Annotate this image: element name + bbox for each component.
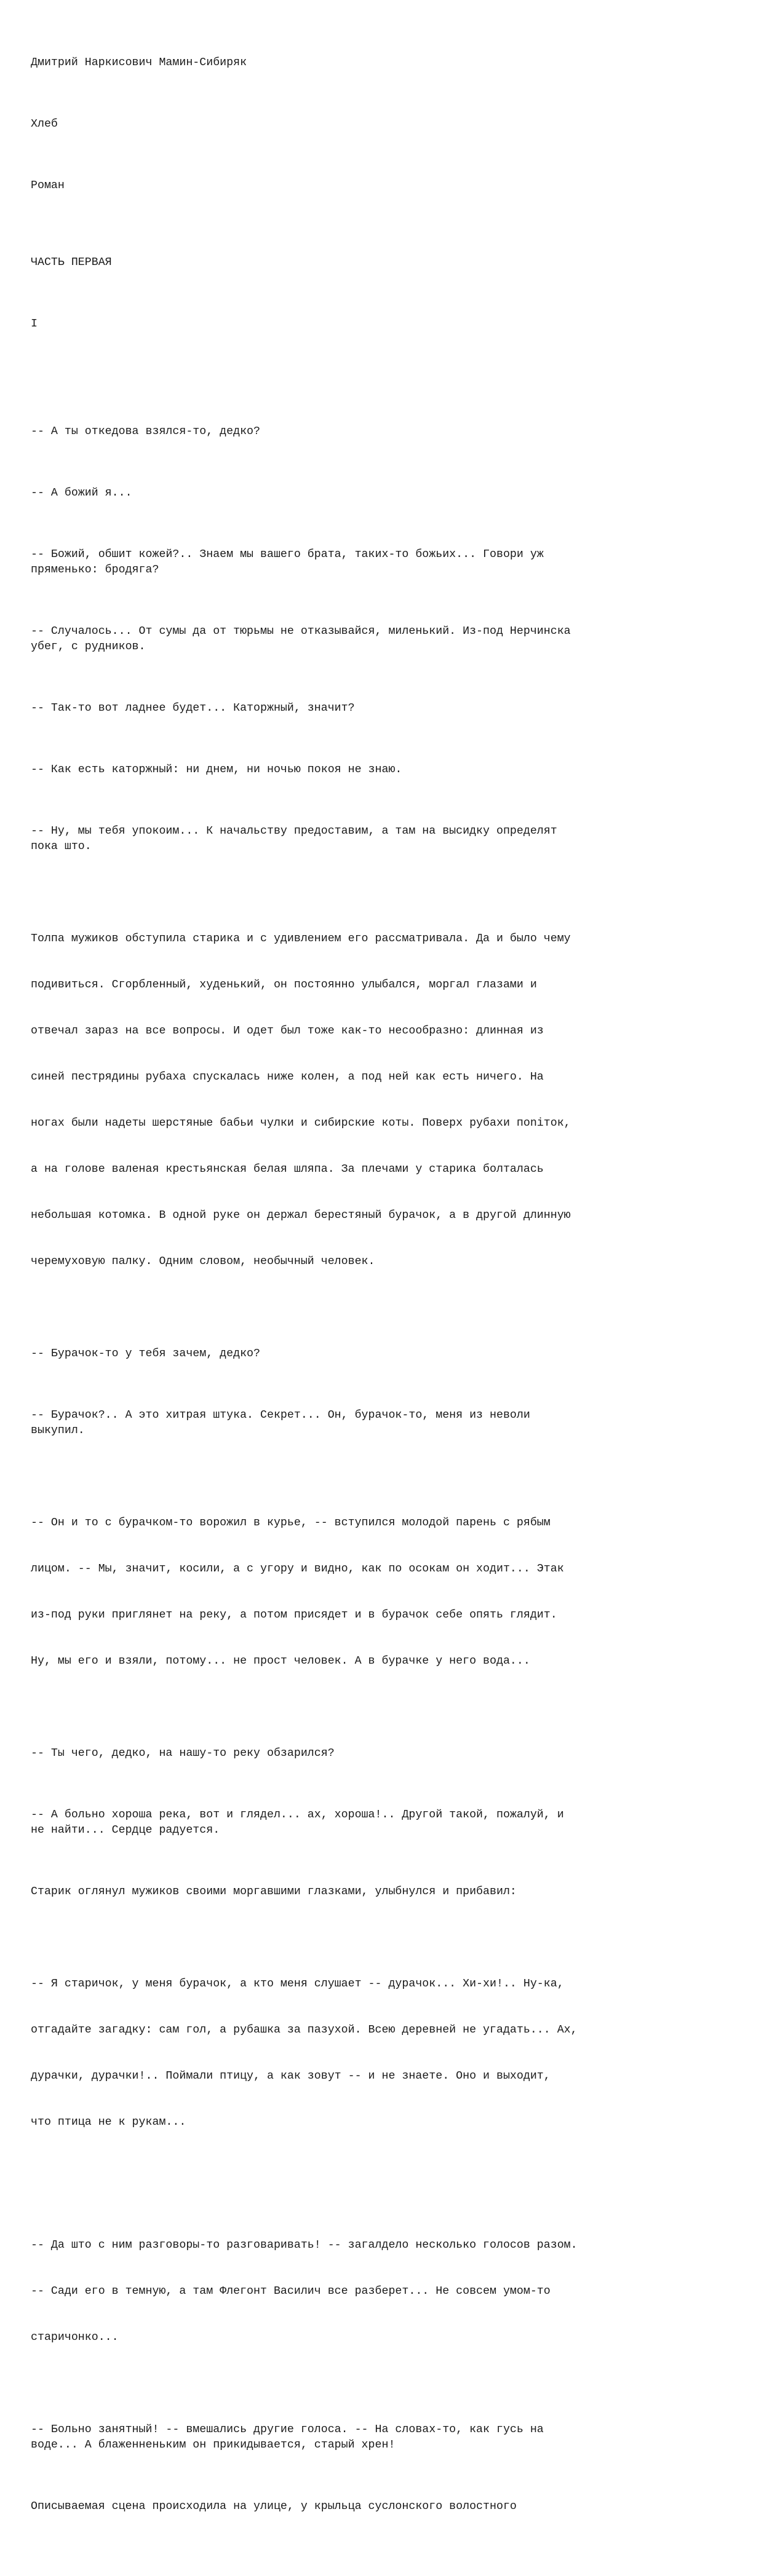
text-line: -- Бурачок?.. А это хитрая штука. Секрет... Он, бурачок-то, меня из неволи	[31, 1409, 530, 1421]
part-heading-block	[31, 255, 732, 271]
paragraph	[31, 424, 732, 440]
paragraph	[31, 901, 732, 1300]
genre-line	[31, 178, 732, 194]
text-line: воде... А блаженненьким он прикидывается, старый хрен!	[31, 2439, 396, 2451]
text-line: не найти... Сердце радуется.	[31, 1824, 220, 1836]
text-line: -- А божий я...	[31, 487, 132, 499]
text-line: Толпа мужиков обступила старика и с удивлением его рассматривала. Да и было чему	[31, 933, 571, 945]
text-line: небольшая котомка. В одной руке он держал берестяный бурачок, а в другой длинную	[31, 1209, 571, 1222]
text-line: -- Так-то вот ладнее будет... Каторжный, значит?	[31, 702, 355, 714]
text-line: подивиться. Сгорбленный, худенький, он постоянно улыбался, моргал глазами и	[31, 979, 537, 991]
text-line: -- Как есть каторжный: ни днем, ни ночью покоя не знаю.	[31, 764, 402, 776]
text-line: черемуховую палку. Одним словом, необычный человек.	[31, 1255, 375, 1268]
text-line: убег, с рудников.	[31, 641, 146, 653]
text-line: -- Да што с ним разговоры-то разговаривать! -- загалдело несколько голосов разом.	[31, 2239, 578, 2251]
text-line: пряменько: бродяга?	[31, 564, 159, 576]
text-line: пока што.	[31, 840, 92, 853]
chapter-heading-block	[31, 317, 732, 332]
author-line	[31, 55, 732, 71]
text-line: -- А больно хороша река, вот и глядел... ах, хороша!.. Другой такой, пожалуй, и	[31, 1809, 564, 1821]
text-line: лицом. -- Мы, значит, косили, а с угору и видно, как по осокам он ходит... Этак	[31, 1563, 564, 1575]
text-line: выкупил.	[31, 1424, 85, 1437]
paragraph	[31, 1946, 732, 2161]
text-body	[31, 393, 732, 2561]
paragraph	[31, 1884, 732, 1900]
text-line: -- Ты чего, дедко, на нашу-то реку обзарился?	[31, 1747, 335, 1760]
text-line: из-под руки приглянет на реку, а потом присядет и в бурачок себе опять глядит.	[31, 1609, 557, 1621]
text-line: старичонко...	[31, 2331, 119, 2344]
text-line: синей пестрядины рубаха спускалась ниже колен, а под ней как есть ничего. На	[31, 1071, 544, 1083]
paragraph	[31, 2422, 732, 2453]
paragraph	[31, 1808, 732, 1838]
paragraph	[31, 1408, 732, 1439]
author-name: Дмитрий Наркисович Мамин-Сибиряк	[31, 57, 247, 69]
paragraph	[31, 2499, 732, 2515]
paragraph	[31, 762, 732, 778]
paragraph	[31, 1346, 732, 1362]
paragraph	[31, 824, 732, 855]
book-title: Хлеб	[31, 118, 58, 130]
text-line: -- Он и то с бурачком-то ворожил в курье, -- вступился молодой парень с рябым	[31, 1517, 551, 1529]
paragraph	[31, 1485, 732, 1700]
paragraph	[31, 2207, 732, 2376]
paragraph	[31, 624, 732, 655]
text-line: -- Божий, обшит кожей?.. Знаем мы вашего брата, таких-то божьих... Говори уж	[31, 548, 544, 561]
text-line: дурачки, дурачки!.. Поймали птицу, а как зовут -- и не знаете. Оно и выходит,	[31, 2070, 551, 2082]
document-page	[31, 25, 732, 2576]
text-line: -- Я старичок, у меня бурачок, а кто меня слушает -- дурачок... Хи-хи!.. Ну-ка,	[31, 1978, 564, 1990]
text-line: а на голове валеная крестьянская белая шляпа. За плечами у старика болталась	[31, 1163, 544, 1175]
paragraph	[31, 1746, 732, 1761]
text-line: -- Больно занятный! -- вмешались другие голоса. -- На словах-то, как гусь на	[31, 2424, 544, 2436]
text-line: отвечал зараз на все вопросы. И одет был тоже как-то несообразно: длинная из	[31, 1025, 544, 1037]
text-line: -- Ну, мы тебя упокоим... К начальству предоставим, а там на высидку определят	[31, 825, 557, 837]
book-genre: Роман	[31, 180, 65, 192]
text-line: отгадайте загадку: сам гол, а рубашка за пазухой. Всею деревней не угадать... Ах,	[31, 2024, 578, 2036]
paragraph	[31, 701, 732, 716]
paragraph	[31, 547, 732, 578]
text-line: Описываемая сцена происходила на улице, у крыльца суслонского волостного	[31, 2500, 517, 2513]
text-line: Старик оглянул мужиков своими моргавшими глазками, улыбнулся и прибавил:	[31, 1886, 517, 1898]
text-line: ногах были надеты шерстяные бабьи чулки и сибирские коты. Поверх рубахи поniток,	[31, 1117, 571, 1129]
chapter-heading: I	[31, 318, 38, 330]
title-line	[31, 117, 732, 132]
text-line: -- Случалось... От сумы да от тюрьмы не отказывайся, миленький. Из-под Нерчинска	[31, 625, 571, 638]
text-line: -- Сади его в темную, а там Флегонт Василич все разберет... Не совсем умом-то	[31, 2285, 551, 2297]
part-heading: ЧАСТЬ ПЕРВАЯ	[31, 256, 112, 269]
paragraph	[31, 486, 732, 501]
text-line: что птица не к рукам...	[31, 2116, 186, 2128]
text-line: -- А ты откедова взялся-то, дедко?	[31, 425, 260, 438]
text-line: Ну, мы его и взяли, потому... не прост человек. А в бурачке у него вода...	[31, 1655, 530, 1667]
text-line: -- Бурачок-то у тебя зачем, дедко?	[31, 1348, 260, 1360]
